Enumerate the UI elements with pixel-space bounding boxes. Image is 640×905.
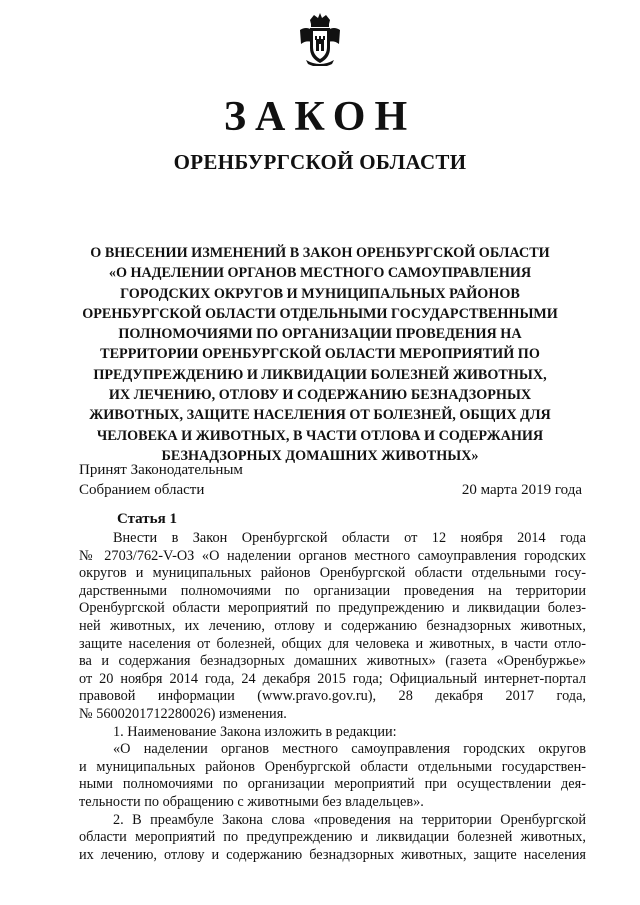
heading-line: ЧЕЛОВЕКА И ЖИВОТНЫХ, В ЧАСТИ ОТЛОВА И СОДЕРЖАНИЯ (96, 427, 544, 444)
body-line: Оренбургской области мероприятий по предупреждению и ликвидации болез- (79, 600, 586, 617)
body-line: правовой информации (www.pravo.gov.ru), 28 декабря 2017 года, (79, 688, 586, 705)
article-title: Статья 1 (117, 511, 177, 527)
body-line: «О наделении органов местного самоуправления городских округов (113, 741, 586, 758)
body-line: их лечению, отлову и содержанию безнадзорных животных, защите населения (79, 846, 586, 863)
adoption-line: Принят Законодательным (79, 462, 243, 478)
heading-line: ЖИВОТНЫХ, ЗАЩИТЕ НАСЕЛЕНИЯ ОТ БОЛЕЗНЕЙ, ОБЩИХ ДЛЯ (89, 407, 551, 424)
body-line: № 2703/762-V-ОЗ «О наделении органов местного самоуправления городских (79, 547, 586, 564)
heading-line: «О НАДЕЛЕНИИ ОРГАНОВ МЕСТНОГО САМОУПРАВЛЕНИЯ (108, 265, 532, 282)
adoption-date: 20 марта 2019 года (461, 482, 582, 498)
article-body (79, 530, 586, 864)
coat-of-arms-icon (296, 12, 344, 66)
adoption-line: Собранием области (79, 482, 205, 498)
body-line: ва и содержания безнадзорных домашних животных» (газета «Оренбуржье» (79, 653, 586, 670)
heading-line: О ВНЕСЕНИИ ИЗМЕНЕНИЙ В ЗАКОН ОРЕНБУРГСКОЙ ОБЛАСТИ (90, 245, 550, 261)
body-line: области мероприятий по предупреждению и ликвидации болезней животных, (79, 829, 586, 846)
heading-line: ОРЕНБУРГСКОЙ ОБЛАСТИ ОТДЕЛЬНЫМИ ГОСУДАРСТВЕННЫМИ (82, 305, 558, 322)
body-line: 2. В преамбуле Закона слова «проведения на территории Оренбургской (113, 811, 586, 828)
heading-line: ГОРОДСКИХ ОКРУГОВ И МУНИЦИПАЛЬНЫХ РАЙОНОВ (120, 285, 520, 302)
heading-line: БЕЗНАДЗОРНЫХ ДОМАШНИХ ЖИВОТНЫХ» (161, 447, 479, 464)
body-line: и муниципальных районов Оренбургской области отдельными государствен- (79, 758, 586, 775)
law-heading (72, 243, 568, 466)
body-line: № 5600201712280026) изменения. (79, 705, 287, 722)
body-line: дарственными полномочиями по организации проведения на территории (79, 582, 586, 599)
heading-line: ТЕРРИТОРИИ ОРЕНБУРГСКОЙ ОБЛАСТИ МЕРОПРИЯТИЙ ПО (100, 346, 540, 363)
heading-line: ИХ ЛЕЧЕНИЮ, ОТЛОВУ И СОДЕРЖАНИЮ БЕЗНАДЗОРНЫХ (108, 387, 532, 404)
law-title: ЗАКОН (223, 94, 417, 140)
adoption-note (79, 460, 243, 500)
heading-line: ПРЕДУПРЕЖДЕНИЮ И ЛИКВИДАЦИИ БОЛЕЗНЕЙ ЖИВОТНЫХ, (93, 366, 547, 383)
body-line: ней животных, их лечению, отлову и содержанию безнадзорных животных, (79, 617, 586, 634)
body-line: тельности по обращению с животными без владельцев». (79, 793, 424, 810)
body-line: защите населения от болезней, общих для человека и животных, в части отло- (79, 635, 586, 652)
body-line: 1. Наименование Закона изложить в редакции: (113, 723, 397, 740)
body-line: от 20 ноября 2014 года, 24 декабря 2015 года; Официальный интернет-портал (79, 670, 586, 687)
law-subtitle: ОРЕНБУРГСКОЙ ОБЛАСТИ (173, 150, 467, 174)
body-line: Внести в Закон Оренбургской области от 12 ноября 2014 года (113, 530, 586, 546)
heading-line: ПОЛНОМОЧИЯМИ ПО ОРГАНИЗАЦИИ ПРОВЕДЕНИЯ НА (118, 326, 522, 343)
body-line: округов и муниципальных районов Оренбургской области отдельными госу- (79, 565, 586, 582)
body-line: ными полномочиями по организации мероприятий при осуществлении дея- (79, 776, 586, 793)
